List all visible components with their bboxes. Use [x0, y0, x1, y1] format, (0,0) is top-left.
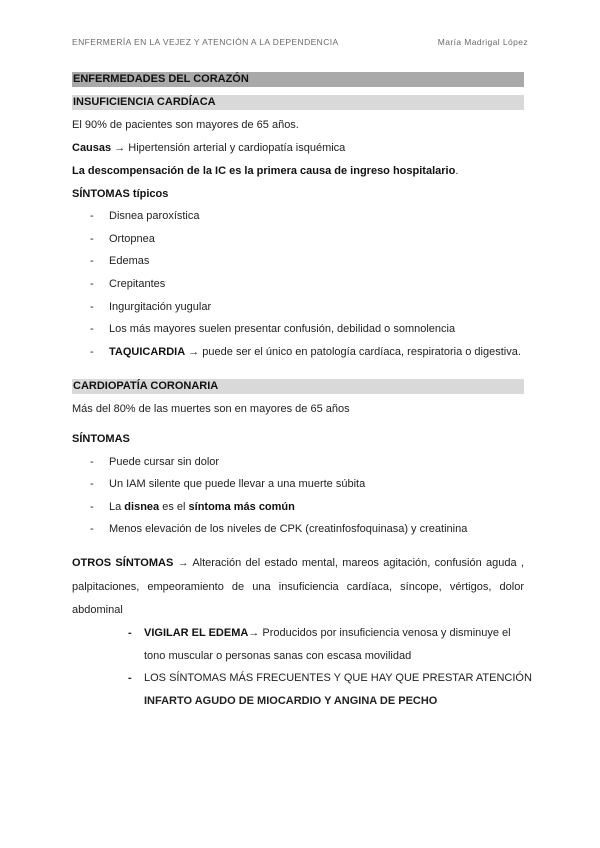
decompensation-bold: La descompensación de la IC es la primera causa de ingreso hospitalario — [72, 165, 456, 177]
list-item: - Disnea paroxística — [90, 210, 200, 222]
page-header-title: ENFERMERÍA EN LA VEJEZ Y ATENCIÓN A LA DEPENDENCIA — [72, 37, 339, 47]
section-heading-coronary: CARDIOPATÍA CORONARIA — [72, 379, 524, 394]
typical-symptoms-label: SÍNTOMAS típicos — [72, 188, 169, 200]
causes-label: Causas — [72, 142, 112, 154]
list-item: - Crepitantes — [90, 278, 166, 290]
list-item: - Ortopnea — [90, 233, 155, 245]
coronary-symptoms-label: SÍNTOMAS — [72, 433, 130, 445]
causes-text: → Hipertensión arterial y cardiopatía isquémica — [111, 142, 346, 154]
list-item-frequent: - LOS SÍNTOMAS MÁS FRECUENTES Y QUE HAY QUE PRESTAR ATENCIÓN — [128, 672, 532, 684]
decompensation-line — [72, 164, 458, 178]
heart-failure-stat: El 90% de pacientes son mayores de 65 años. — [72, 119, 299, 131]
coronary-stat: Más del 80% de las muertes son en mayores de 65 años — [72, 403, 350, 415]
list-item-tachycardia: - TAQUICARDIA → puede ser el único en patología cardíaca, respiratoria o digestiva. — [90, 346, 521, 358]
list-item: - Puede cursar sin dolor — [90, 456, 220, 468]
section-heading-heart-diseases: ENFERMEDADES DEL CORAZÓN — [72, 72, 524, 87]
infarct-angina-line: INFARTO AGUDO DE MIOCARDIO Y ANGINA DE PECHO — [144, 695, 438, 707]
list-item: - Menos elevación de los niveles de CPK (creatinfosfoquinasa) y creatinina — [90, 523, 468, 535]
other-symptoms-label: OTROS SÍNTOMAS — [72, 557, 174, 569]
other-symptoms-line2: palpitaciones, empeoramiento de una insuficiencia cardíaca, síncope, vértigos, dolor — [72, 581, 524, 593]
page-header-author: María Madrigal López — [437, 37, 528, 47]
decompensation-end: . — [455, 165, 459, 177]
other-symptoms-text: → Alteración del estado mental, mareos agitación, confusión aguda , — [173, 557, 525, 569]
vigilar-line2: tono muscular o personas sanas con escasa movilidad — [144, 650, 412, 662]
causes-line — [72, 141, 345, 155]
list-item: - Un IAM silente que puede llevar a una muerte súbita — [90, 478, 366, 490]
other-symptoms-line3: abdominal — [72, 604, 123, 616]
list-item-vigilar: - VIGILAR EL EDEMA→ Producidos por insuficiencia venosa y disminuye el — [128, 627, 511, 639]
list-item-dyspnea: - La disnea es el síntoma más común — [90, 501, 295, 513]
list-item: - Ingurgitación yugular — [90, 301, 212, 313]
other-symptoms-line1 — [72, 556, 524, 570]
list-item: - Los más mayores suelen presentar confusión, debilidad o somnolencia — [90, 323, 456, 335]
section-heading-heart-failure: INSUFICIENCIA CARDÍACA — [72, 95, 524, 110]
list-item: - Edemas — [90, 255, 150, 267]
